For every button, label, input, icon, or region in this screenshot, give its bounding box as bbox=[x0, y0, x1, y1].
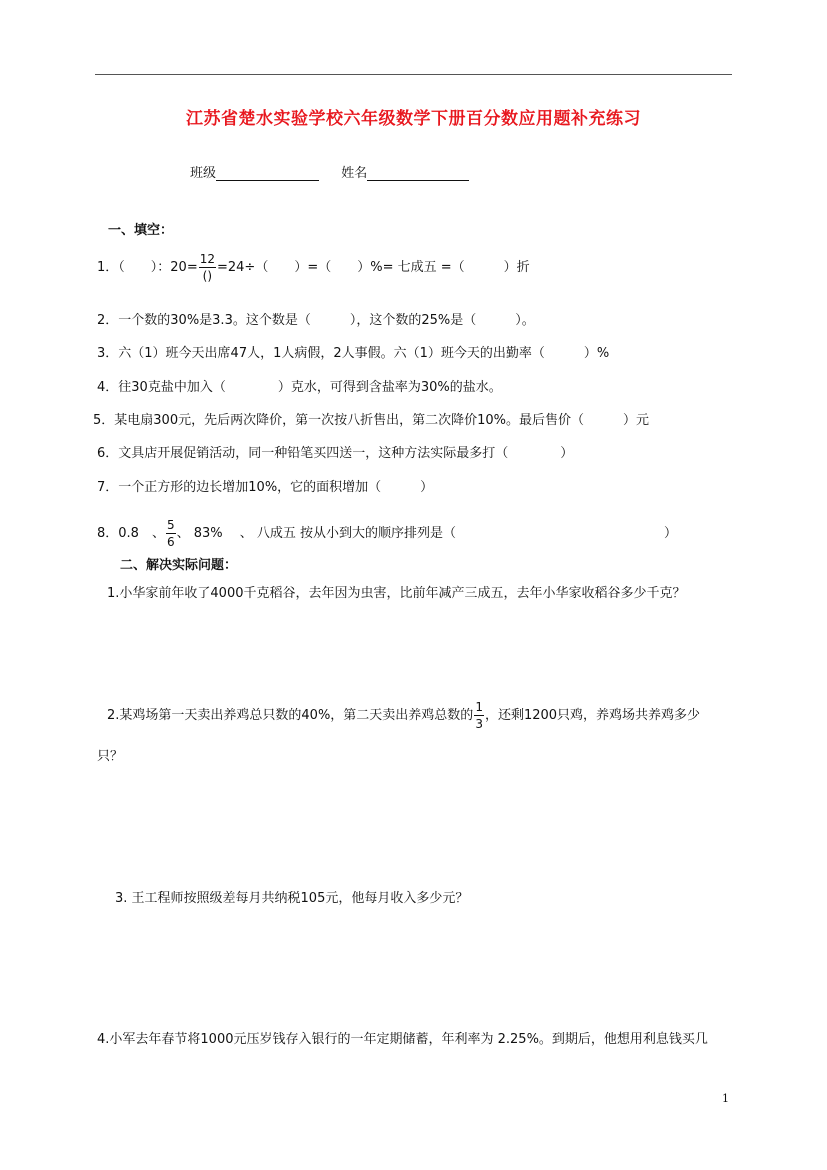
class-name-line bbox=[190, 162, 469, 181]
q1-frac-numerator: 12 bbox=[199, 252, 215, 266]
name-blank bbox=[367, 166, 469, 181]
section-2-heading: 二、解决实际问题： bbox=[120, 558, 238, 573]
page-title: 江苏省楚水实验学校六年级数学下册百分数应用题补充练习 bbox=[186, 109, 641, 129]
q1-suffix: =24÷（ ）=（ ）%= 七成五 =（ ）折 bbox=[217, 260, 530, 275]
question-7: 7．一个正方形的边长增加10%，它的面积增加（ ） bbox=[97, 480, 434, 495]
question-1 bbox=[97, 251, 530, 285]
question-5: 5．某电扇300元，先后两次降价，第一次按八折售出，第二次降价10%。最后售价（ ）元 bbox=[93, 413, 649, 428]
q8-suffix: 、 83% 、 八成五 按从小到大的顺序排列是（ ） bbox=[176, 526, 678, 541]
problem-3: 3. 王工程师按照级差每月共纳税105元，他每月收入多少元？ bbox=[115, 891, 469, 906]
class-label: 班级 bbox=[190, 166, 217, 181]
question-4: 4．往30克盐中加入（ ）克水，可得到含盐率为30%的盐水。 bbox=[97, 380, 502, 395]
problem-1: 1.小华家前年收了4000千克稻谷，去年因为虫害，比前年减产三成五，去年小华家收稻谷多少千克？ bbox=[107, 586, 686, 601]
question-6: 6．文具店开展促销活动，同一种铅笔买四送一，这种方法实际最多打（ ） bbox=[97, 446, 574, 461]
q1-prefix: 1．（ ）：20= bbox=[97, 260, 198, 275]
question-2: 2．一个数的30%是3.3。这个数是（ ），这个数的25%是（ ）。 bbox=[97, 313, 535, 328]
q8-frac-numerator: 5 bbox=[166, 518, 175, 532]
p2-frac-denominator: 3 bbox=[475, 717, 483, 731]
problem-2-continued: 只？ bbox=[97, 749, 124, 764]
q1-fraction bbox=[199, 253, 216, 282]
page-number: 1 bbox=[722, 1092, 729, 1105]
p2-fraction bbox=[474, 701, 484, 730]
problem-4: 4.小军去年春节将1000元压岁钱存入银行的一年定期储蓄，年利率为 2.25%。到期后，他想用利息钱买几 bbox=[97, 1032, 708, 1047]
section-1-heading: 一、填空： bbox=[108, 223, 174, 238]
p2-prefix: 2.某鸡场第一天卖出养鸡总只数的40%，第二天卖出养鸡总数的 bbox=[107, 708, 474, 723]
q1-frac-denominator: () bbox=[202, 269, 213, 283]
question-8 bbox=[97, 516, 677, 552]
q8-frac-denominator: 6 bbox=[166, 535, 175, 549]
name-label: 姓名 bbox=[341, 166, 368, 181]
p2-suffix: ，还剩1200只鸡，养鸡场共养鸡多少 bbox=[484, 708, 701, 723]
q8-fraction bbox=[166, 519, 176, 548]
problem-2 bbox=[107, 698, 700, 734]
question-3: 3．六（1）班今天出席47人，1人病假，2人事假。六（1）班今天的出勤率（ ）% bbox=[97, 346, 610, 361]
class-blank bbox=[216, 166, 319, 181]
q8-prefix: 8．0.8 、 bbox=[97, 526, 165, 541]
p2-frac-numerator: 1 bbox=[475, 700, 483, 714]
header-rule bbox=[95, 74, 732, 75]
